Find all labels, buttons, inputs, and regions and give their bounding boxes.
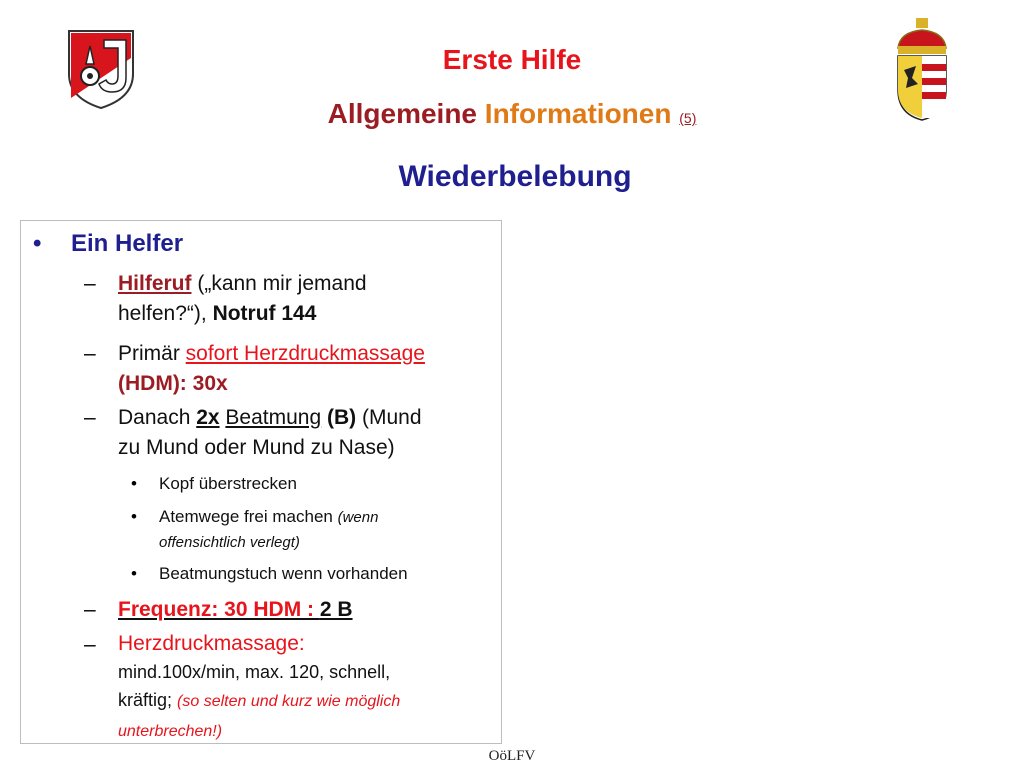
- item-danach-text: [118, 403, 422, 463]
- hdm-line3b: ;: [167, 690, 178, 710]
- section-heading: Wiederbelebung: [398, 160, 632, 193]
- subtitle-part2: Informationen: [484, 98, 672, 129]
- dash-icon: –: [84, 342, 96, 365]
- bullet-ein-helfer: [33, 230, 183, 258]
- subitem-kopf: [131, 472, 491, 496]
- subtitle-page-number: (5): [679, 110, 697, 126]
- frequenz-black: 2 B: [319, 598, 353, 621]
- item-herzdruckmassage: [84, 630, 494, 746]
- subitem-atemwege: [131, 505, 491, 555]
- bullet-icon: •: [131, 474, 137, 493]
- primaer-prefix: Primär: [118, 342, 186, 365]
- frequenz-red: Frequenz: 30 HDM :: [118, 598, 320, 621]
- hdm-note2: unterbrechen!): [118, 723, 223, 740]
- page-title: Erste Hilfe: [442, 44, 582, 75]
- hdm-label: Herzdruckmassage:: [118, 632, 305, 655]
- frequenz-text: [118, 595, 353, 625]
- item-frequenz: [84, 595, 494, 625]
- atemwege-text: [159, 505, 378, 555]
- item-hilferuf: [84, 269, 494, 329]
- hilferuf-label: Hilferuf: [118, 272, 192, 295]
- danach-line2: zu Mund oder Mund zu Nase): [118, 436, 395, 459]
- dash-icon: –: [84, 272, 96, 295]
- tuch-text: Beatmungstuch wenn vorhanden: [159, 564, 408, 583]
- item-primaer: [84, 339, 494, 399]
- bullet-icon: •: [131, 507, 137, 526]
- atemwege-main: Atemwege frei machen: [159, 507, 338, 526]
- danach-rest: (Mund: [356, 406, 422, 429]
- footer-text: OöLFV: [488, 748, 536, 764]
- subitem-beatmungstuch: [131, 562, 491, 586]
- hdm-line3a: kräftig: [118, 690, 168, 710]
- hdm-line2: mind.100x/min, max. 120, schnell,: [118, 662, 391, 682]
- dash-icon: –: [84, 633, 96, 656]
- notruf-number: Notruf 144: [212, 302, 317, 325]
- atemwege-note1: (wenn: [337, 509, 379, 526]
- item-hilferuf-text: [118, 269, 367, 329]
- item-danach: [84, 403, 494, 463]
- dash-icon: –: [84, 598, 96, 621]
- hdm-note1: (so selten und kurz wie möglich: [177, 693, 401, 710]
- subtitle-part1: Allgemeine: [327, 98, 485, 129]
- atemwege-note2: offensichtlich verlegt): [159, 534, 300, 551]
- hilferuf-text1: („kann mir jemand: [191, 272, 367, 295]
- bullet-icon: •: [33, 230, 42, 257]
- item-primaer-text: [118, 339, 425, 399]
- danach-b-label: (B): [321, 406, 357, 429]
- level1-text: Ein Helfer: [71, 230, 184, 257]
- kopf-text: Kopf überstrecken: [159, 474, 297, 493]
- danach-bold: 2x: [196, 406, 220, 429]
- bullet-icon: •: [131, 564, 137, 583]
- hilferuf-text2: helfen?“),: [118, 302, 213, 325]
- danach-beatmung: Beatmung: [225, 406, 322, 429]
- page-subtitle: [0, 98, 1024, 130]
- primaer-line2: (HDM): 30x: [118, 372, 228, 395]
- primaer-link: sofort Herzdruckmassage: [185, 342, 425, 365]
- hdm-text: [118, 630, 400, 746]
- dash-icon: –: [84, 406, 96, 429]
- danach-prefix: Danach: [118, 406, 197, 429]
